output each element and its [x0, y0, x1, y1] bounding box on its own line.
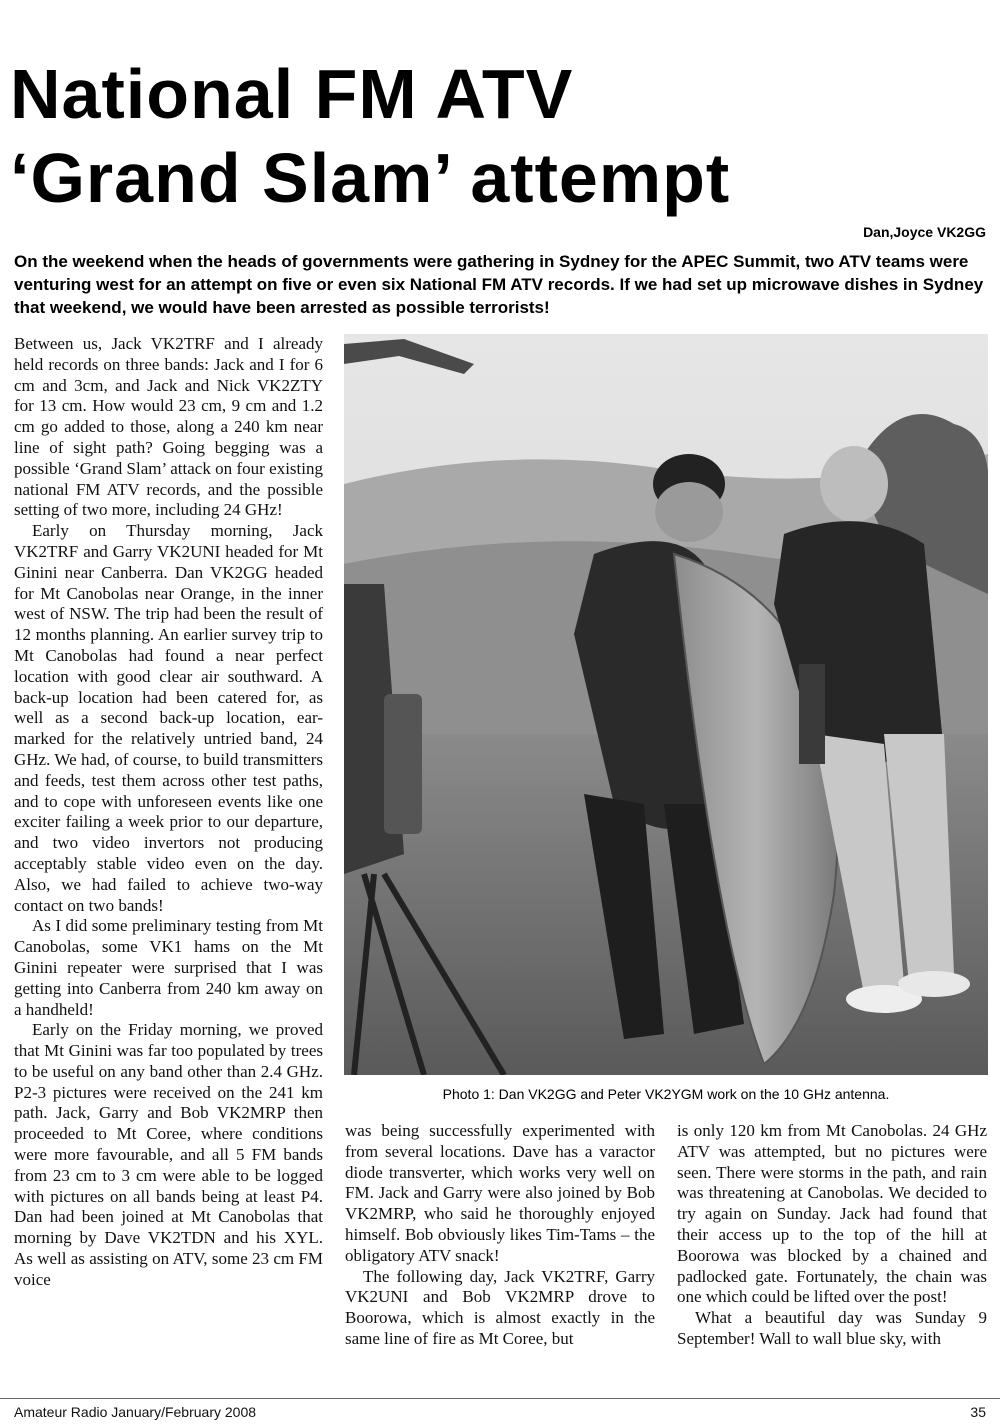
paragraph: Between us, Jack VK2TRF and I already held records on three bands: Jack and I for 6 cm and 3cm, and Jack and Nick VK2ZTY for 13 cm. How would 23 cm, 9 cm and 1.2 cm go added to those, along a 240 km near line of sight path? Going begging was a possible ‘Grand Slam’ attack on four existing national FM ATV records, and the possible setting of two more, including 24 GHz! — [14, 334, 323, 520]
photo-caption: Photo 1: Dan VK2GG and Peter VK2YGM work on the 10 GHz antenna. — [442, 1086, 890, 1102]
text-column-1 — [14, 334, 323, 1291]
text-column-2 — [345, 1121, 655, 1350]
title-line-1: National FM ATV — [10, 55, 574, 133]
paragraph: What a beautiful day was Sunday 9 September! Wall to wall blue sky, with — [677, 1308, 987, 1348]
face-1 — [655, 482, 723, 542]
byline: Dan,Joyce VK2GG — [863, 224, 986, 240]
paragraph: is only 120 km from Mt Canobolas. 24 GHz ATV was attempted, but no pictures were seen. There were storms in the path, and rain was threatening at Canobolas. We decided to try again on Sunday. Jack had found that their access up to the top of the hill at Boorowa was blocked by a chained and padlocked gate. Fortunately, the chain was one which could be lifted over the post! — [677, 1121, 987, 1307]
text-column-3 — [677, 1121, 987, 1350]
shoe — [898, 971, 970, 997]
paragraph: As I did some preliminary testing from Mt Canobolas, some VK1 hams on the Mt Ginini repeater were surprised that I was getting into Canberra from 240 km away on a handheld! — [14, 916, 323, 1019]
page-number: 35 — [970, 1404, 986, 1420]
lead-paragraph: On the weekend when the heads of governments were gathering in Sydney for the APEC Summit, two ATV teams were venturing west for an attempt on five or even six National FM ATV records. If we had set up microwave dishes in Sydney that weekend, we would have been arrested as possible terrorists! — [14, 252, 984, 317]
thermos — [384, 694, 422, 834]
article-title — [10, 52, 990, 220]
title-line-2: ‘Grand Slam’ attempt — [10, 139, 731, 217]
feed-transverter — [799, 664, 825, 764]
paragraph: Early on Thursday morning, Jack VK2TRF and Garry VK2UNI headed for Mt Ginini near Canberra. Dan VK2GG headed for Mt Canobolas near Orange, in the inner west of NSW. The trip had been the result of 12 months planning. An earlier survey trip to Mt Canobolas had found a near perfect location with good clear air southward. A back-up location had been catered for, as well as a second back-up location, ear-marked for the relatively untried band, 24 GHz. We had, of course, to build transmitters and feeds, test them across other test paths, and to cope with unforeseen events like one exciter failing a week prior to our departure, and two video invertors not producing acceptably stable video even on the day. Also, we had failed to achieve two-way contact on two bands! — [14, 521, 323, 915]
footer-divider — [0, 1398, 1000, 1399]
footer-publication: Amateur Radio January/February 2008 — [14, 1404, 257, 1420]
paragraph: The following day, Jack VK2TRF, Garry VK2UNI and Bob VK2MRP drove to Boorowa, which is almost exactly in the same line of fire as Mt Coree, but — [345, 1266, 655, 1348]
paragraph: Early on the Friday morning, we proved that Mt Ginini was far too populated by trees to be useful on any band other than 2.4 GHz. P2-3 pictures were received on the 241 km path. Jack, Garry and Bob VK2MRP then proceeded to Mt Coree, where conditions were more favourable, and all 5 FM bands from 23 cm to 3 cm were able to be logged with pictures on all bands being at least P4. Dan had been joined at Mt Canobolas that morning by Dave VK2TDN and his XYL. As well as assisting on ATV, some 23 cm FM voice — [14, 1020, 323, 1289]
paragraph: was being successfully experimented with from several locations. Dave has a varactor diode transverter, which works very well on FM. Jack and Garry were also joined by Bob VK2MRP, who said he thoroughly enjoyed himself. Bob obviously likes Tim-Tams – the obligatory ATV snack! — [345, 1121, 655, 1265]
photo-illustration — [344, 334, 988, 1075]
article-photo — [344, 334, 988, 1075]
face-2 — [820, 446, 888, 522]
